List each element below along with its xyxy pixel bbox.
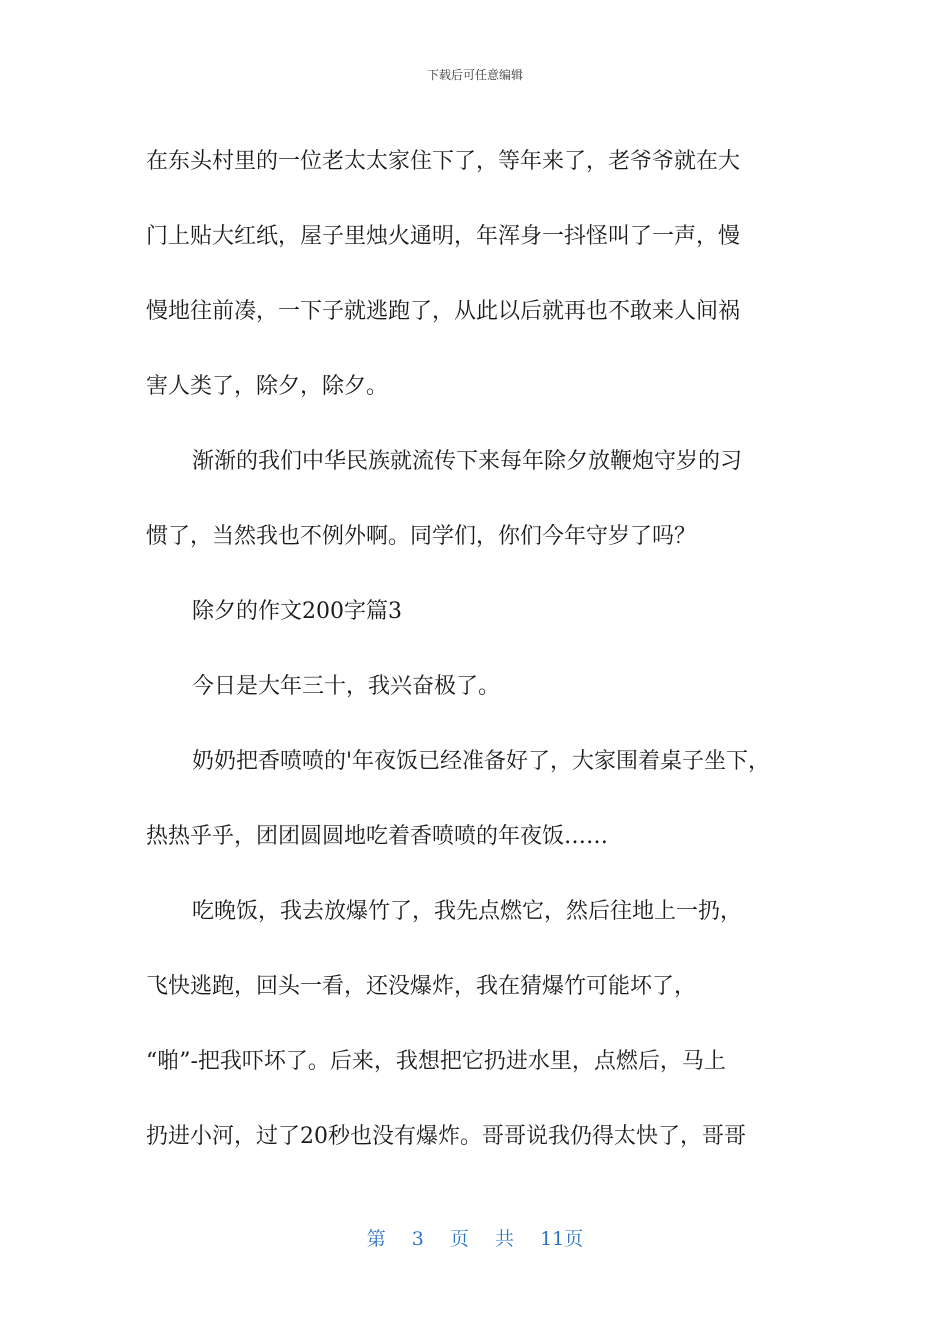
text-line: 渐渐的我们中华民族就流传下来每年除夕放鞭炮守岁的习	[192, 449, 743, 474]
text-line: 门上贴大红纸，屋子里烛火通明，年浑身一抖怪叫了一声，慢	[146, 224, 741, 249]
text-line: 今日是大年三十，我兴奋极了。	[192, 674, 501, 699]
page-header: 下载后可任意编辑	[426, 68, 523, 82]
text-line: 飞快逃跑，回头一看，还没爆炸，我在猜爆竹可能坏了，	[146, 974, 697, 999]
text-line: 惯了，当然我也不例外啊。同学们，你们今年守岁了吗？	[146, 524, 697, 549]
section-heading: 除夕的作文200字篇3	[192, 599, 402, 624]
footer-label-ye: 页	[449, 1228, 469, 1250]
text-line: 在东头村里的一位老太太家住下了，等年来了，老爷爷就在大	[146, 149, 741, 174]
current-page-number: 3	[411, 1228, 424, 1250]
text-line: 吃晚饭，我去放爆竹了，我先点燃它，然后往地上一扔，	[192, 899, 743, 924]
footer-label-di: 第	[366, 1228, 386, 1250]
text-line: 热热乎乎，团团圆圆地吃着香喷喷的年夜饭……	[146, 824, 609, 849]
text-line: 扔进小河，过了20秒也没有爆炸。哥哥说我仍得太快了，哥哥	[146, 1124, 746, 1149]
text-line: 害人类了，除夕，除夕。	[146, 374, 389, 399]
text-line: “啪”-把我吓坏了。后来，我想把它扔进水里，点燃后，马上	[146, 1049, 726, 1074]
total-pages: 11页	[540, 1228, 584, 1250]
text-line: 奶奶把香喷喷的'年夜饭已经准备好了，大家围着桌子坐下，	[192, 749, 771, 774]
text-line: 慢地往前凑，一下子就逃跑了，从此以后就再也不敢来人间祸	[146, 299, 741, 324]
footer-label-gong: 共	[495, 1228, 515, 1250]
document-body	[146, 124, 826, 1174]
page-footer	[0, 1224, 950, 1251]
